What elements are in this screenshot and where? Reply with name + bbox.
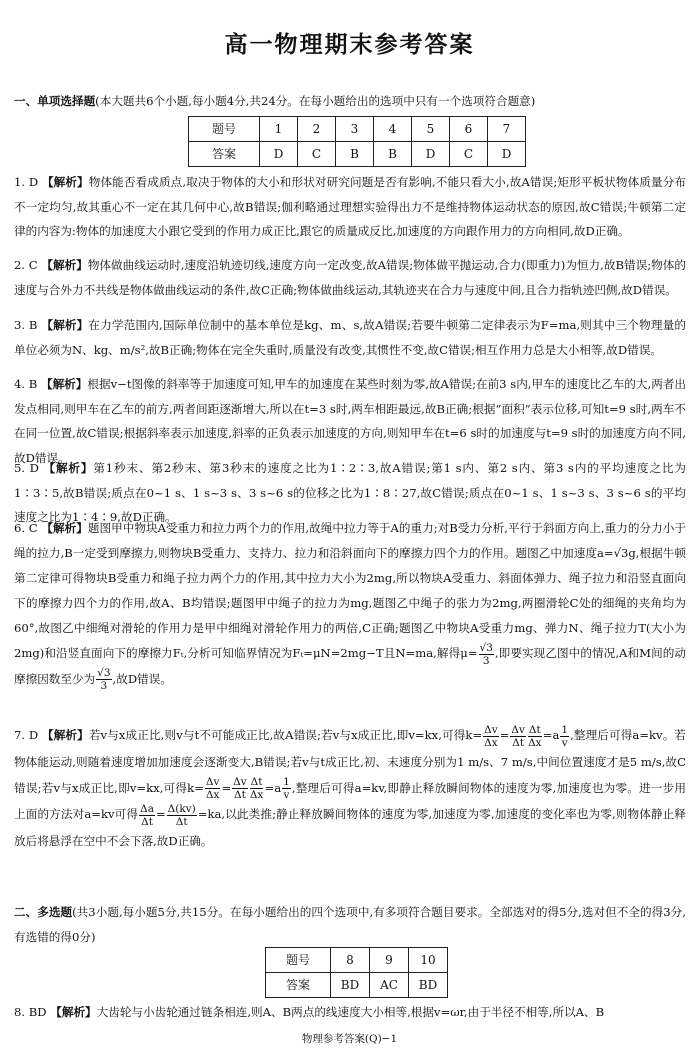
frac-dt-dx-2: $\frac{\Delta t}{\Delta x}$ [249, 776, 264, 801]
page-footer: 物理参考答案(Q)−1 [301, 1033, 398, 1045]
frac-dkv-dt: $\frac{\Delta(kv)}{\Delta t}$ [167, 802, 196, 828]
answer-8: 8. BD 【解析】大齿轮与小齿轮通过链条相连,则A、B两点的线速度大小相等,根据v=ωr,由于半径不相等,所以A、B [14, 1005, 605, 1019]
frac-dv-dx-2: $\frac{\Delta v}{\Delta x}$ [205, 776, 220, 801]
answer-6: 6. C 【解析】题图甲中物块A受重力和拉力两个力的作用,故绳中拉力等于A的重力;对B受力分析,平行于斜面方向上,重力的分力小于绳的拉力,B一定受到摩擦力,则物块B受重力、支持力、拉力和沿斜面向下的摩擦力四个力的作用。题图乙中加速度a=√3g,根据牛顿第二定律可得物块B受重力和绳子拉力两个力的作用,其中拉力大小为2mg,所以物块A受重力、斜面体弹力、绳子拉力和沿竖直面向下的摩擦力四个力的作用,故A、B均错误;题图甲中绳子的拉力为mg,题图乙中绳子的张力为2mg,两圈滑轮C处的细绳的夹角均为60°,故图乙中细绳对滑轮的作用力是甲中细绳对滑轮作用力的两倍,C正确;题图乙中物块A受重力mg、弹力N、绳子拉力T(大小为2mg)和沿竖直面向下的摩擦力Fₜ,分析可知临界情况为Fₜ=μN=2mg−T且N=ma,解得μ= $\frac{√3}{3}$ ,即要实现乙图中的情况,A和M间的动摩擦因数至少为 $\frac{√3}{3}$ ,故D错误。 [14, 521, 686, 692]
table-row: 答案 D C B B D C D [189, 142, 526, 167]
answer-4: 4. B 【解析】根据v−t图像的斜率等于加速度可知,甲车的加速度在某些时刻为零,故A错误;在前3 s内,甲车的速度比乙车的大,两者出发点相同,则甲车在乙车的前方,两者间距逐渐增大,所以在t=3 s时,两车相距最远,故B正确;根据“面积”表示位移,可知t=9 s时,两车不在同一位置,故C错误;根据斜率表示加速度,斜率的正负表示加速度的方向,则知甲车在t=6 s时的加速度与t=9 s时的加速度方向不同,故D错误。 [14, 377, 686, 465]
answer-2: 2. C 【解析】物体做曲线运动时,速度沿轨迹切线,速度方向一定改变,故A错误;物体做平抛运动,合力(即重力)为恒力,故B错误;物体的速度与合外力不共线是物体做曲线运动的条件,故C正确;物体做曲线运动,其轨迹夹在合力与速度中间,且合力指轨迹凹侧,故D错误。 [14, 258, 686, 297]
answer-3: 3. B 【解析】在力学范围内,国际单位制中的基本单位是kg、m、s,故A错误;若要牛顿第二定律表示为F=ma,则其中三个物理量的单位必须为N、kg、m/s²,故B正确;物体在完全失重时,质量没有改变,其惯性不变,故C错误;相互作用力总是大小相等,故D错误。 [14, 318, 686, 357]
mu-fraction-2: $\frac{√3}{3}$ [97, 667, 111, 692]
section1-heading: 一、单项选择题(本大题共6个小题,每小题4分,共24分。在每小题给出的选项中只有一个选项符合题意) [14, 94, 536, 108]
table-row: 题号 1 2 3 4 5 6 7 [189, 117, 526, 142]
frac-dv-dt: $\frac{\Delta v}{\Delta t}$ [511, 723, 525, 749]
table-row: 题号 8 9 10 [266, 948, 448, 973]
answer-5: 5. D 【解析】第1秒末、第2秒末、第3秒末的速度之比为1∶2∶3,故A错误;第1 s内、第2 s内、第3 s内的平均速度之比为1∶3∶5,故B错误;质点在0~1 s、1 s~3 s、3 s~6 s的位移之比为1∶8∶27,故C错误;质点在0~1 s、1 s~3 s、3 s~6 s的平均速度之比为1∶4∶9,故D正确。 [14, 461, 686, 524]
page-title: 高一物理期末参考答案 [224, 32, 475, 58]
section2-answer-table [265, 947, 448, 998]
mu-fraction: $\frac{√3}{3}$ [479, 641, 493, 667]
frac-one-v-2: $\frac{1}{v}$ [283, 776, 290, 801]
frac-dt-dx: $\frac{\Delta t}{\Delta x}$ [528, 723, 542, 749]
frac-one-v: $\frac{1}{v}$ [561, 723, 569, 749]
answer-1: 1. D 【解析】物体能否看成质点,取决于物体的大小和形状对研究问题是否有影响,不能只看大小,故A错误;矩形平板状物体质量分布不一定均匀,故其重心不一定在其几何中心,故B错误;伽利略通过理想实验得出力不是维持物体运动状态的原因,故C错误;牛顿第二定律的内容为:物体的加速度大小跟它受到的作用力成正比,跟它的质量成反比,加速度的方向跟作用力的方向相同,故D正确。 [14, 175, 686, 238]
table-row: 答案 BD AC BD [266, 973, 448, 998]
frac-dv-dt-2: $\frac{\Delta v}{\Delta t}$ [233, 776, 247, 801]
section2-heading: 二、多选题(共3小题,每小题5分,共15分。在每小题给出的四个选项中,有多项符合题目要求。全部选对的得5分,选对但不全的得3分,有选错的得0分) [14, 905, 686, 944]
frac-da-dt: $\frac{\Delta a}{\Delta t}$ [140, 802, 154, 828]
frac-dv-dx: $\frac{\Delta v}{\Delta x}$ [484, 723, 498, 749]
answer-7: 7. D 【解析】若v与x成正比,则v与t不可能成正比,故A错误;若v与x成正比,即v=kx,可得k= $\frac{\Delta v}{\Delta x}$ = $\frac{\Delta v}{\Delta t}$ $\frac{\Delta t}{\Delta x}$ =a $\frac{1}{v}$ ,整理后可得a=kv。若物体能运动,则随着速度增加加速度会逐渐变大,B错误;若v与t成正比,初、末速度分别为1 m/s、7 m/s,中间位置速度才是5 m/s,故C错误;若v与x成正比,即v=kx,可得k= $\frac{\Delta v}{\Delta x}$ = $\frac{\Delta v}{\Delta t}$ $\frac{\Delta t}{\Delta x}$ =a $\frac{1}{v}$ ,整理后可得a=kv,即静止释放瞬间物体的速度为零,加速度也为零。进一步用上面的方法对a=kv可得 $\frac{\Delta a}{\Delta t}$ = $\frac{\Delta(kv)}{\Delta t}$ =ka,以此类推;静止释放瞬间物体的速度为零,加速度为零,加速度的变化率也为零,则物体静止释放后将悬浮在空中不会下落,故D正确。 [14, 723, 687, 848]
section1-answer-table [188, 116, 526, 167]
